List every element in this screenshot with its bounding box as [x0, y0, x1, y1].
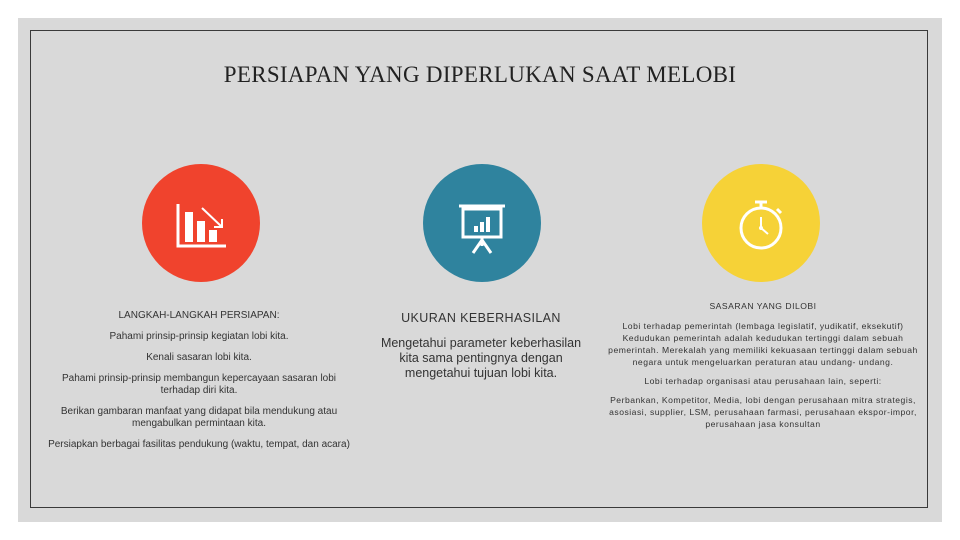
col-sasaran [603, 300, 923, 437]
col1-heading: LANGKAH-LANGKAH PERSIAPAN: [118, 310, 280, 321]
list-item: Lobi terhadap organisasi atau perusahaan lain, seperti: [644, 376, 882, 386]
page-title: PERSIAPAN YANG DIPERLUKAN SAAT MELOBI [223, 62, 737, 87]
list-item: Pahami prinsip-prinsip membangun kepercayaan sasaran lobi terhadap diri kita. [61, 373, 337, 396]
list-item: Persiapkan berbagai fasilitas pendukung (waktu, tempat, dan acara) [48, 439, 350, 450]
teal-circle [423, 164, 541, 282]
col3-heading: SASARAN YANG DILOBI [709, 301, 817, 311]
presentation-board-icon [423, 164, 541, 282]
yellow-circle [702, 164, 820, 282]
col-keberhasilan [373, 311, 589, 381]
stopwatch-icon [702, 164, 820, 282]
col-persiapan [44, 310, 354, 460]
list-item: Kenali sasaran lobi kita. [146, 352, 252, 363]
bar-chart-decline-icon [142, 164, 260, 282]
list-item: Lobi terhadap pemerintah (lembaga legislatif, yudikatif, eksekutif) Kedudukan pemerintah adalah kedudukan tertinggi dalam sebuah pemerintah. Merekalah yang memiliki kekuasaan tertinggi dalam sebuah negara untuk mengeluarkan peraturan atau undang- undang. [608, 321, 918, 367]
col2-body: Mengetahui parameter keberhasilan kita sama pentingnya dengan mengetahui tujuan lobi kita. [380, 336, 582, 380]
col2-heading: UKURAN KEBERHASILAN [401, 311, 561, 325]
list-item: Berikan gambaran manfaat yang didapat bila mendukung atau mengabulkan permintaan kita. [60, 406, 338, 429]
slide [18, 18, 942, 522]
list-item: Perbankan, Kompetitor, Media, lobi dengan perusahaan mitra strategis, asosiasi, supplier, LSM, perusahaan farmasi, perusahaan ekspor-impor, perusahaan jasa konsultan [609, 395, 917, 429]
list-item: Pahami prinsip-prinsip kegiatan lobi kita. [109, 331, 289, 342]
red-circle [142, 164, 260, 282]
